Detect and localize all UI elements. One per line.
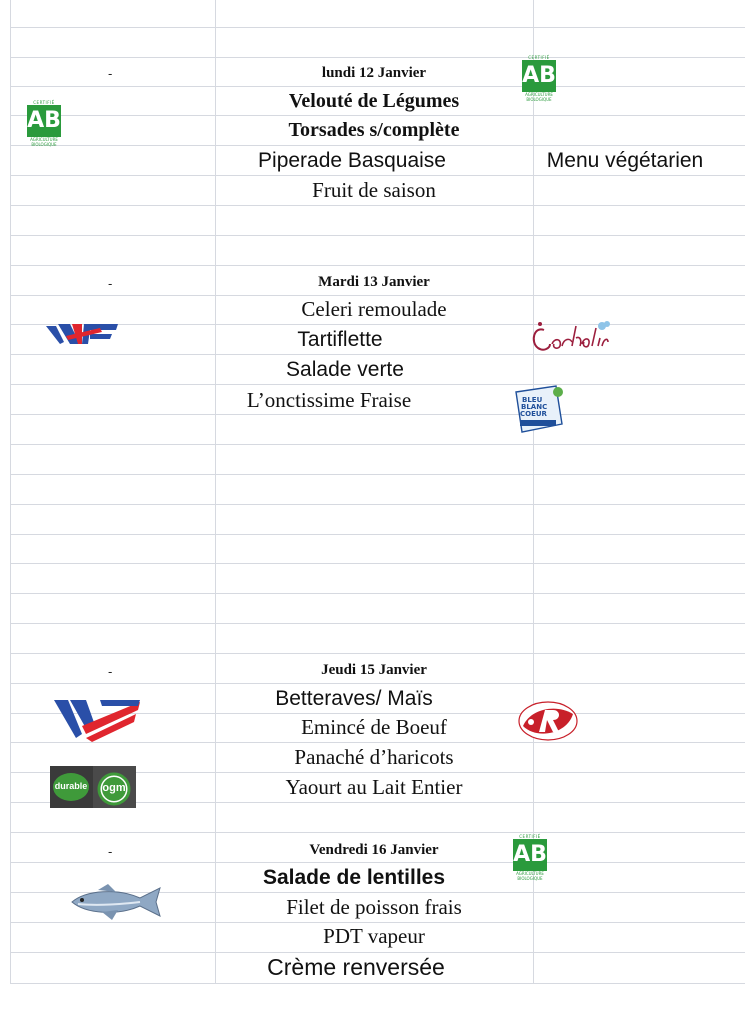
svg-text:BLEU: BLEU (522, 396, 543, 404)
ab-organic-logo: CERTIFIÉ AB AGRICULTURE BIOLOGIQUE (27, 100, 61, 147)
durable-label: durable (54, 781, 88, 791)
viande-bovine-francaise-logo (52, 698, 142, 742)
main-dish: Filet de poisson frais (286, 895, 462, 919)
starter: Betteraves/ Maïs (275, 687, 433, 710)
cocholin-logo (528, 316, 612, 356)
svg-text:COEUR: COEUR (520, 410, 547, 418)
bleu-blanc-coeur-logo (512, 384, 570, 434)
starter: Velouté de Légumes (288, 90, 460, 112)
day-date: Vendredi 16 Janvier (309, 842, 439, 858)
menu-note: Menu végétarien (546, 149, 704, 172)
day-date: lundi 12 Janvier (321, 65, 427, 81)
side-dish: Salade verte (286, 358, 404, 381)
row-marker: - (108, 664, 113, 679)
ab-organic-logo: CERTIFIÉ AB AGRICULTURE BIOLOGIQUE (522, 55, 556, 102)
row-marker: - (108, 276, 113, 291)
dessert: Yaourt au Lait Entier (285, 775, 463, 799)
day-date: Jeudi 15 Janvier (321, 662, 427, 678)
svg-text:BLANC: BLANC (521, 403, 548, 411)
fish-icon (68, 882, 164, 922)
side-dish: Piperade Basquaise (258, 149, 446, 172)
dessert: L’onctissime Fraise (246, 388, 412, 412)
day-date: Mardi 13 Janvier (318, 274, 430, 290)
dessert: Crème renversée (267, 954, 445, 980)
vpf-porc-francais-logo (46, 322, 118, 346)
ab-mark: AB (513, 839, 547, 871)
ab-mark: AB (522, 60, 556, 92)
side-dish: PDT vapeur (323, 924, 425, 948)
ab-organic-logo: CERTIFIÉ AB AGRICULTURE BIOLOGIQUE (513, 834, 547, 881)
side-dish: Panaché d’haricots (294, 745, 454, 769)
main-dish: Torsades s/complète (288, 119, 460, 141)
row-marker: - (108, 844, 113, 859)
main-dish: Emincé de Boeuf (301, 715, 447, 739)
label-rouge-logo (517, 700, 579, 742)
row-marker: - (108, 66, 113, 81)
ogm-label: ogm (102, 782, 126, 794)
ab-mark: AB (27, 105, 61, 137)
starter: Celeri remoulade (301, 297, 447, 321)
dessert: Fruit de saison (312, 178, 436, 202)
main-dish: Tartiflette (297, 328, 383, 351)
starter: Salade de lentilles (262, 866, 446, 889)
